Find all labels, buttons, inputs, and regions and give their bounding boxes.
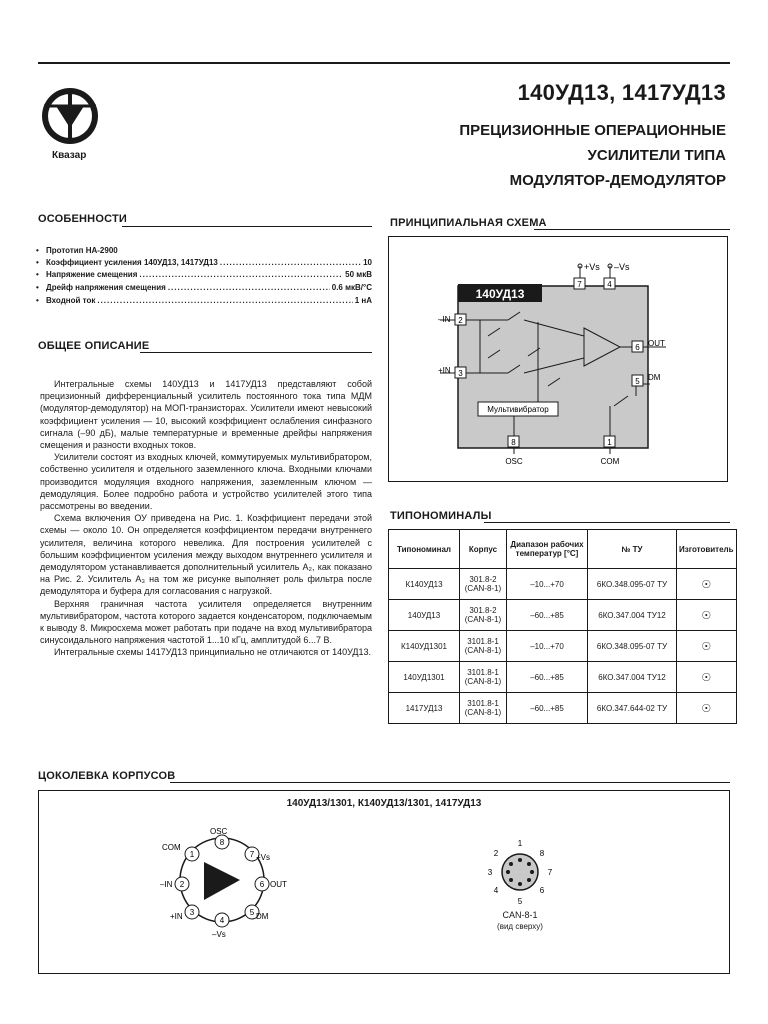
vplus-label: +Vs bbox=[584, 262, 600, 272]
dm-label: DM bbox=[256, 912, 269, 921]
can-pin-7: 7 bbox=[547, 868, 553, 877]
pinout-title: 140УД13/1301, К140УД13/1301, 1417УД13 bbox=[286, 798, 482, 809]
maker-logo-icon: ☉ bbox=[677, 631, 737, 662]
pinout-rule bbox=[170, 782, 730, 783]
chip-label: 140УД13 bbox=[475, 287, 525, 301]
pin-8: 8 bbox=[219, 838, 225, 847]
maker-logo-icon: ☉ bbox=[677, 693, 737, 724]
can-pin-8: 8 bbox=[539, 849, 545, 858]
com-label: COM bbox=[600, 457, 620, 466]
table-row: К140УД13 301.8-2 (CAN-8-1) –10...+70 6КО.348.095-07 ТУ ☉ bbox=[389, 569, 737, 600]
subtitle-line-3: МОДУЛЯТОР-ДЕМОДУЛЯТОР bbox=[509, 172, 726, 189]
pin-1: 1 bbox=[607, 438, 612, 447]
col-maker: Изготовитель bbox=[677, 530, 737, 569]
com-label: COM bbox=[162, 843, 181, 852]
description-paragraph: Интегральные схемы 140УД13 и 1417УД13 представляют собой прецизионный дифференциальный усилитель постоянного тока типа МДМ (модулятор-демодулятор) на МОП-транзисторах. Усилители имеют невысокий коэффициент усиления — 10, высокий коэффициент ослабления синфазного сигнала (–90 дБ), малые температурные и временные дрейфы напряжения смещения и разности входных токов. bbox=[40, 379, 372, 451]
features-heading: ОСОБЕННОСТИ bbox=[38, 213, 127, 225]
vplus-label: +Vs bbox=[256, 853, 271, 862]
maker-logo-icon: ☉ bbox=[677, 662, 737, 693]
maker-logo-icon: ☉ bbox=[677, 569, 737, 600]
pin-7: 7 bbox=[249, 850, 255, 859]
can-pin-3: 3 bbox=[487, 868, 493, 877]
can-pin-1: 1 bbox=[517, 839, 523, 848]
can-view-label: (вид сверху) bbox=[497, 922, 543, 931]
top-rule bbox=[38, 62, 730, 64]
description-heading: ОБЩЕЕ ОПИСАНИЕ bbox=[38, 340, 150, 352]
table-row: 140УД13 301.8-2 (CAN-8-1) –60...+85 6КО.347.004 ТУ12 ☉ bbox=[389, 600, 737, 631]
table-row: К140УД1301 3101.8-1 (CAN-8-1) –10...+70 6КО.348.095-07 ТУ ☉ bbox=[389, 631, 737, 662]
pin-4: 4 bbox=[607, 280, 612, 289]
col-case: Корпус bbox=[460, 530, 507, 569]
dm-label: DM bbox=[648, 373, 661, 382]
types-rule bbox=[484, 522, 730, 523]
feature-item: • Коэффициент усиления 140УД13, 1417УД13 ..... 10 bbox=[36, 258, 372, 267]
features-rule bbox=[122, 226, 372, 227]
pin-3: 3 bbox=[458, 369, 463, 378]
feature-item: • Входной ток ..... 1 нА bbox=[36, 296, 372, 305]
out-label: OUT bbox=[648, 339, 665, 348]
pin-2: 2 bbox=[458, 316, 463, 325]
schematic-diagram bbox=[388, 236, 728, 482]
feature-item: • Напряжение смещения ..... 50 мкВ bbox=[36, 270, 372, 279]
col-type: Типономинал bbox=[389, 530, 460, 569]
kvazar-logo bbox=[38, 84, 102, 148]
pin-5: 5 bbox=[635, 377, 640, 386]
col-temp: Диапазон рабочих температур [°С] bbox=[507, 530, 588, 569]
pin-6: 6 bbox=[635, 343, 640, 352]
pin-5: 5 bbox=[249, 908, 255, 917]
description-rule bbox=[140, 352, 372, 353]
subtitle-line-2: УСИЛИТЕЛИ ТИПА bbox=[587, 147, 726, 164]
types-heading: ТИПОНОМИНАЛЫ bbox=[390, 510, 492, 522]
table-row: 1417УД13 3101.8-1 (CAN-8-1) –60...+85 6КО.347.644-02 ТУ ☉ bbox=[389, 693, 737, 724]
subtitle-line-1: ПРЕЦИЗИОННЫЕ ОПЕРАЦИОННЫЕ bbox=[459, 122, 726, 139]
can-pin-2: 2 bbox=[493, 849, 499, 858]
pin-2: 2 bbox=[179, 880, 185, 889]
schematic-rule bbox=[534, 229, 730, 230]
table-header-row bbox=[389, 530, 737, 569]
in-minus-label: –IN bbox=[160, 880, 173, 889]
pinout-heading: ЦОКОЛЕВКА КОРПУСОВ bbox=[38, 770, 176, 782]
can-pin-4: 4 bbox=[493, 886, 499, 895]
feature-item: • Прототип НА-2900 bbox=[36, 246, 118, 255]
out-label: OUT bbox=[270, 880, 287, 889]
can-pin-5: 5 bbox=[517, 897, 523, 906]
pin-3: 3 bbox=[189, 908, 195, 917]
company-name: Квазар bbox=[52, 150, 87, 161]
in-plus-label: +IN bbox=[438, 366, 451, 375]
pin-7: 7 bbox=[577, 280, 582, 289]
can-pin-6: 6 bbox=[539, 886, 545, 895]
description-text bbox=[40, 378, 372, 659]
osc-label: OSC bbox=[210, 827, 228, 836]
in-plus-label: +IN bbox=[170, 912, 183, 921]
pin-1: 1 bbox=[189, 850, 195, 859]
pinout-diagram bbox=[160, 824, 320, 944]
pin-4: 4 bbox=[219, 916, 225, 925]
pin-8: 8 bbox=[511, 438, 516, 447]
in-minus-label: –IN bbox=[438, 315, 451, 324]
vminus-label: –Vs bbox=[614, 262, 630, 272]
vminus-label: –Vs bbox=[212, 930, 226, 939]
can-label: CAN-8-1 bbox=[502, 910, 538, 920]
pinout-frame bbox=[38, 790, 730, 974]
col-tu: № ТУ bbox=[588, 530, 677, 569]
description-paragraph: Схема включения ОУ приведена на Рис. 1. Коэффициент передачи этой схемы — около 10. Он определяется коэффициентом передачи внутреннего усилителя, величина которого невелика. Для построения усилителей с большим коэффициентом усиления между выходом внутреннего усилителя и демодулятором устанавливается дополнительный усилитель A₂, как показано на Рис. 2. Усилитель A₃ на том же рисунке выполняет роль фильтра после демодулятора и буфера для согласования с нагрузкой. bbox=[40, 513, 372, 597]
maker-logo-icon: ☉ bbox=[677, 600, 737, 631]
description-paragraph: Верхняя граничная частота усилителя определяется внутренним мультивибратором, частота которого задается конденсатором, подключаемым к выводу 8. Микросхема может работать при подаче на вход мультивибратора синусоидального напряжения частотой 1...10 кГц, амплитудой 6...7 В. bbox=[40, 598, 372, 646]
schematic-heading: ПРИНЦИПИАЛЬНАЯ СХЕМА bbox=[390, 217, 547, 229]
multivibrator-label: Мультивибратор bbox=[487, 405, 549, 414]
page-title: 140УД13, 1417УД13 bbox=[517, 80, 726, 105]
types-table bbox=[388, 529, 737, 724]
description-paragraph: Интегральные схемы 1417УД13 принципиально не отличаются от 140УД13. bbox=[54, 647, 372, 658]
description-paragraph: Усилители состоят из входных ключей, коммутируемых мультивибратором, собственно усилителя и отдельного заземленного ключа. Входными ключами производится модуляция входного напряжения, заземленным ключом — демодуляция. Более подробно работа и устройство усилителей этого типа рассмотрены во введении. bbox=[40, 452, 372, 512]
table-row: 140УД1301 3101.8-1 (CAN-8-1) –60...+85 6КО.347.004 ТУ12 ☉ bbox=[389, 662, 737, 693]
feature-item: • Дрейф напряжения смещения ..... 0.6 мкВ/°С bbox=[36, 283, 372, 292]
pin-6: 6 bbox=[259, 880, 265, 889]
osc-label: OSC bbox=[505, 457, 523, 466]
can-package-diagram bbox=[480, 838, 560, 908]
